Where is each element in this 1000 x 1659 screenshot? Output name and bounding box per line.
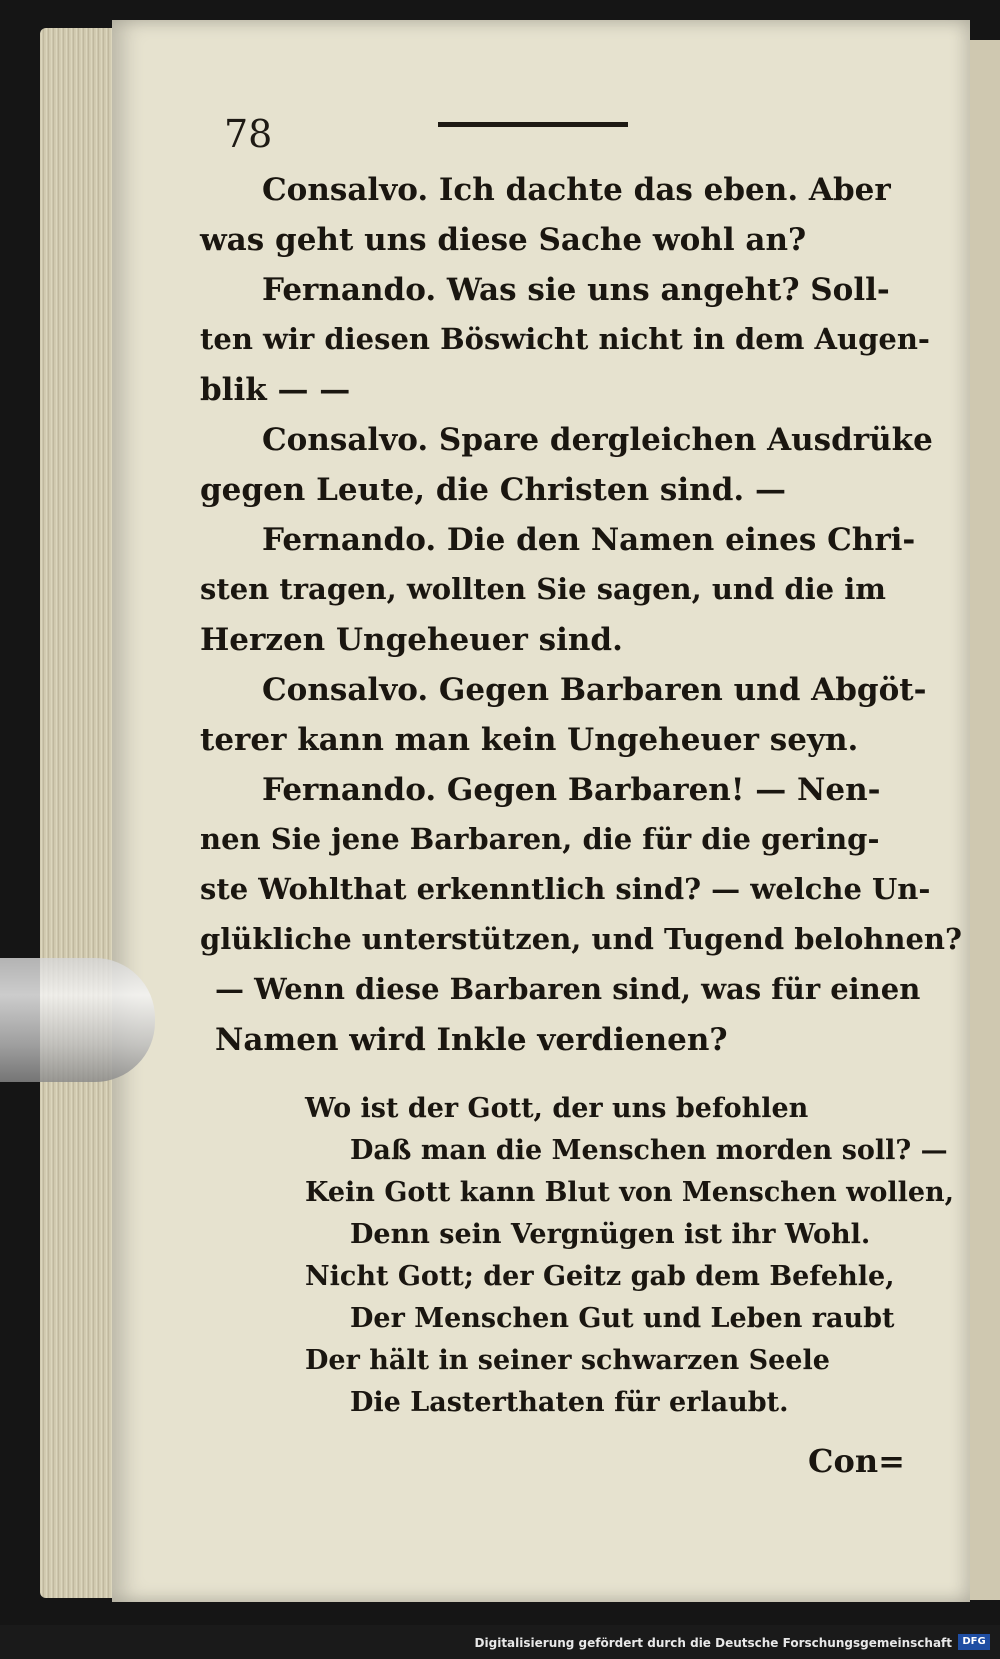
prose-line: Consalvo. Gegen Barbaren und Abgöt- (262, 672, 927, 708)
verse-line: Daß man die Menschen morden soll? — (350, 1135, 948, 1166)
page-edge-stack (40, 28, 118, 1598)
footer-credit: Digitalisierung gefördert durch die Deutsche Forschungsgemeinschaft (474, 1636, 952, 1650)
prose-line: Fernando. Was sie uns angeht? Soll- (262, 272, 890, 308)
page-number: 78 (224, 112, 273, 156)
prose-line: Herzen Ungeheuer sind. (200, 622, 623, 658)
prose-line: glükliche unterstützen, und Tugend belohnen? (200, 922, 963, 956)
catchword: Con= (808, 1442, 905, 1480)
header-rule (438, 122, 628, 127)
prose-line: blik — — (200, 372, 351, 408)
verse-line: Der hält in seiner schwarzen Seele (305, 1345, 830, 1376)
prose-line: Consalvo. Spare dergleichen Ausdrüke (262, 422, 933, 458)
prose-line: ten wir diesen Böswicht nicht in dem Augen- (200, 322, 930, 356)
verse-line: Denn sein Vergnügen ist ihr Wohl. (350, 1219, 871, 1250)
dfg-logo: DFG (958, 1634, 990, 1650)
prose-line: gegen Leute, die Christen sind. — (200, 472, 786, 508)
verse-line: Nicht Gott; der Geitz gab dem Befehle, (305, 1261, 895, 1292)
verse-line: Der Menschen Gut und Leben raubt (350, 1303, 895, 1334)
prose-line: terer kann man kein Ungeheuer seyn. (200, 722, 859, 758)
prose-line: nen Sie jene Barbaren, die für die gering- (200, 822, 880, 856)
prose-line: Consalvo. Ich dachte das eben. Aber (262, 172, 891, 208)
prose-line: Fernando. Die den Namen eines Chri- (262, 522, 916, 558)
prose-line: Fernando. Gegen Barbaren! — Nen- (262, 772, 881, 808)
prose-line: ste Wohlthat erkenntlich sind? — welche Un- (200, 872, 931, 906)
prose-line: — Wenn diese Barbaren sind, was für einen (215, 972, 921, 1006)
prose-line: sten tragen, wollten Sie sagen, und die im (200, 572, 886, 606)
verse-line: Die Lasterthaten für erlaubt. (350, 1387, 789, 1418)
prose-line: was geht uns diese Sache wohl an? (200, 222, 807, 258)
page-clamp (0, 958, 155, 1082)
verse-line: Wo ist der Gott, der uns befohlen (305, 1093, 809, 1124)
prose-line: Namen wird Inkle verdienen? (215, 1022, 728, 1058)
verse-line: Kein Gott kann Blut von Menschen wollen, (305, 1177, 955, 1208)
